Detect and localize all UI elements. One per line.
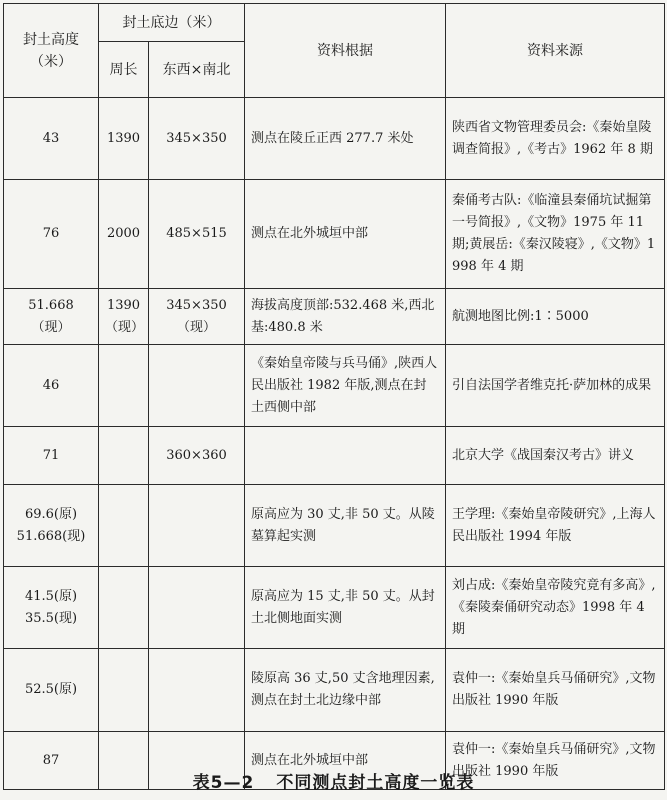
cell-height	[4, 289, 99, 345]
table-row	[4, 180, 665, 289]
cell-source: 袁仲一:《秦始皇兵马俑研究》,文物出版社 1990 年版	[446, 649, 665, 732]
cell-height	[4, 180, 99, 289]
cell-height-line: 76	[42, 226, 60, 241]
table-row	[4, 649, 665, 732]
cell-perimeter	[99, 180, 149, 289]
cell-perimeter-line: 1390	[106, 130, 141, 146]
caption-title: 不同测点封土高度一览表	[276, 773, 475, 793]
cell-height	[4, 485, 99, 567]
cell-height	[4, 649, 99, 732]
caption-number: 表5—2	[192, 773, 255, 793]
tomb-height-table	[3, 3, 665, 790]
cell-basis	[245, 427, 446, 485]
cell-dimensions	[149, 427, 245, 485]
table-row	[4, 345, 665, 427]
cell-perimeter	[99, 289, 149, 345]
cell-basis: 原高应为 30 丈,非 50 丈。从陵墓算起实测	[245, 485, 446, 567]
table-row	[4, 567, 665, 649]
cell-source: 王学理:《秦始皇帝陵研究》,上海人民出版社 1994 年版	[446, 485, 665, 567]
cell-height-line: 46	[42, 377, 60, 393]
cell-basis: 测点在陵丘正西 277.7 米处	[245, 98, 446, 180]
table-body	[4, 98, 665, 790]
cell-basis: 原高应为 15 丈,非 50 丈。从封土北侧地面实测	[245, 567, 446, 649]
cell-source: 秦俑考古队:《临潼县秦俑坑试掘第一号简报》,《文物》1975 年 11 期;黄展岳:《秦汉陵寝》,《文物》1998 年 4 期	[446, 180, 665, 289]
cell-height	[4, 98, 99, 180]
cell-source: 引自法国学者维克托·萨加林的成果	[446, 345, 665, 427]
table-row	[4, 289, 665, 345]
cell-height-line: 69.6(原)	[24, 506, 78, 522]
cell-height-line: 52.5(原)	[24, 682, 78, 697]
header-perimeter: 周长	[99, 42, 149, 98]
cell-dimensions	[149, 180, 245, 289]
cell-dimensions-line: 360×360	[166, 447, 227, 463]
cell-dimensions	[149, 289, 245, 345]
cell-height	[4, 427, 99, 485]
cell-perimeter-line: 1390	[106, 297, 141, 313]
cell-basis: 海拔高度顶部:532.468 米,西北基:480.8 米	[245, 289, 446, 345]
header-height-unit: （米）	[30, 53, 72, 70]
cell-perimeter	[99, 345, 149, 427]
cell-perimeter	[99, 649, 149, 732]
header-height-label: 封土高度	[23, 31, 79, 48]
cell-height	[4, 567, 99, 649]
cell-basis: 测点在北外城垣中部	[245, 180, 446, 289]
cell-perimeter-line: （现）	[105, 319, 145, 335]
cell-source: 袁仲一:《秦始皇兵马俑研究》,文物出版社 1990 年版	[446, 732, 665, 790]
cell-dimensions	[149, 98, 245, 180]
table-row	[4, 427, 665, 485]
cell-dimensions-line: 345×350	[166, 130, 227, 146]
table-row	[4, 485, 665, 567]
cell-source: 航测地图比例:1∶5000	[446, 289, 665, 345]
cell-height-line: 35.5(现)	[24, 610, 78, 626]
cell-dimensions-line: 485×515	[166, 226, 227, 241]
table-row	[4, 98, 665, 180]
header-basis: 资料根据	[245, 4, 446, 98]
cell-perimeter	[99, 485, 149, 567]
cell-height-line: 41.5(原)	[24, 588, 78, 604]
cell-perimeter-line: 2000	[106, 226, 141, 241]
cell-height-line: 71	[42, 447, 60, 463]
cell-source: 陕西省文物管理委员会:《秦始皇陵调查简报》,《考古》1962 年 8 期	[446, 98, 665, 180]
header-base: 封土底边（米）	[99, 4, 245, 42]
cell-height-line: 51.668(现)	[16, 528, 86, 544]
cell-height-line: 51.668	[28, 297, 74, 313]
cell-height-line: （现）	[31, 319, 71, 335]
header-height	[4, 4, 99, 98]
header-source: 资料来源	[446, 4, 665, 98]
cell-basis: 《秦始皇帝陵与兵马俑》,陕西人民出版社 1982 年版,测点在封土西侧中部	[245, 345, 446, 427]
cell-dimensions	[149, 649, 245, 732]
table-caption	[0, 768, 667, 793]
cell-perimeter	[99, 567, 149, 649]
cell-basis: 测点在北外城垣中部	[245, 732, 446, 790]
cell-basis: 陵原高 36 丈,50 丈含地理因素,测点在封土北边缘中部	[245, 649, 446, 732]
cell-source: 北京大学《战国秦汉考古》讲义	[446, 427, 665, 485]
cell-dimensions	[149, 567, 245, 649]
cell-perimeter	[99, 427, 149, 485]
cell-dimensions	[149, 485, 245, 567]
cell-source: 刘占成:《秦始皇帝陵究竟有多高》,《秦陵秦俑研究动态》1998 年 4 期	[446, 567, 665, 649]
cell-dimensions-line: （现）	[176, 319, 216, 335]
cell-dimensions	[149, 345, 245, 427]
header-ew-ns: 东西×南北	[149, 42, 245, 98]
cell-height-line: 43	[42, 130, 60, 146]
cell-height-line: 87	[42, 752, 60, 768]
cell-dimensions-line: 345×350	[166, 297, 227, 313]
cell-perimeter	[99, 98, 149, 180]
cell-height	[4, 345, 99, 427]
